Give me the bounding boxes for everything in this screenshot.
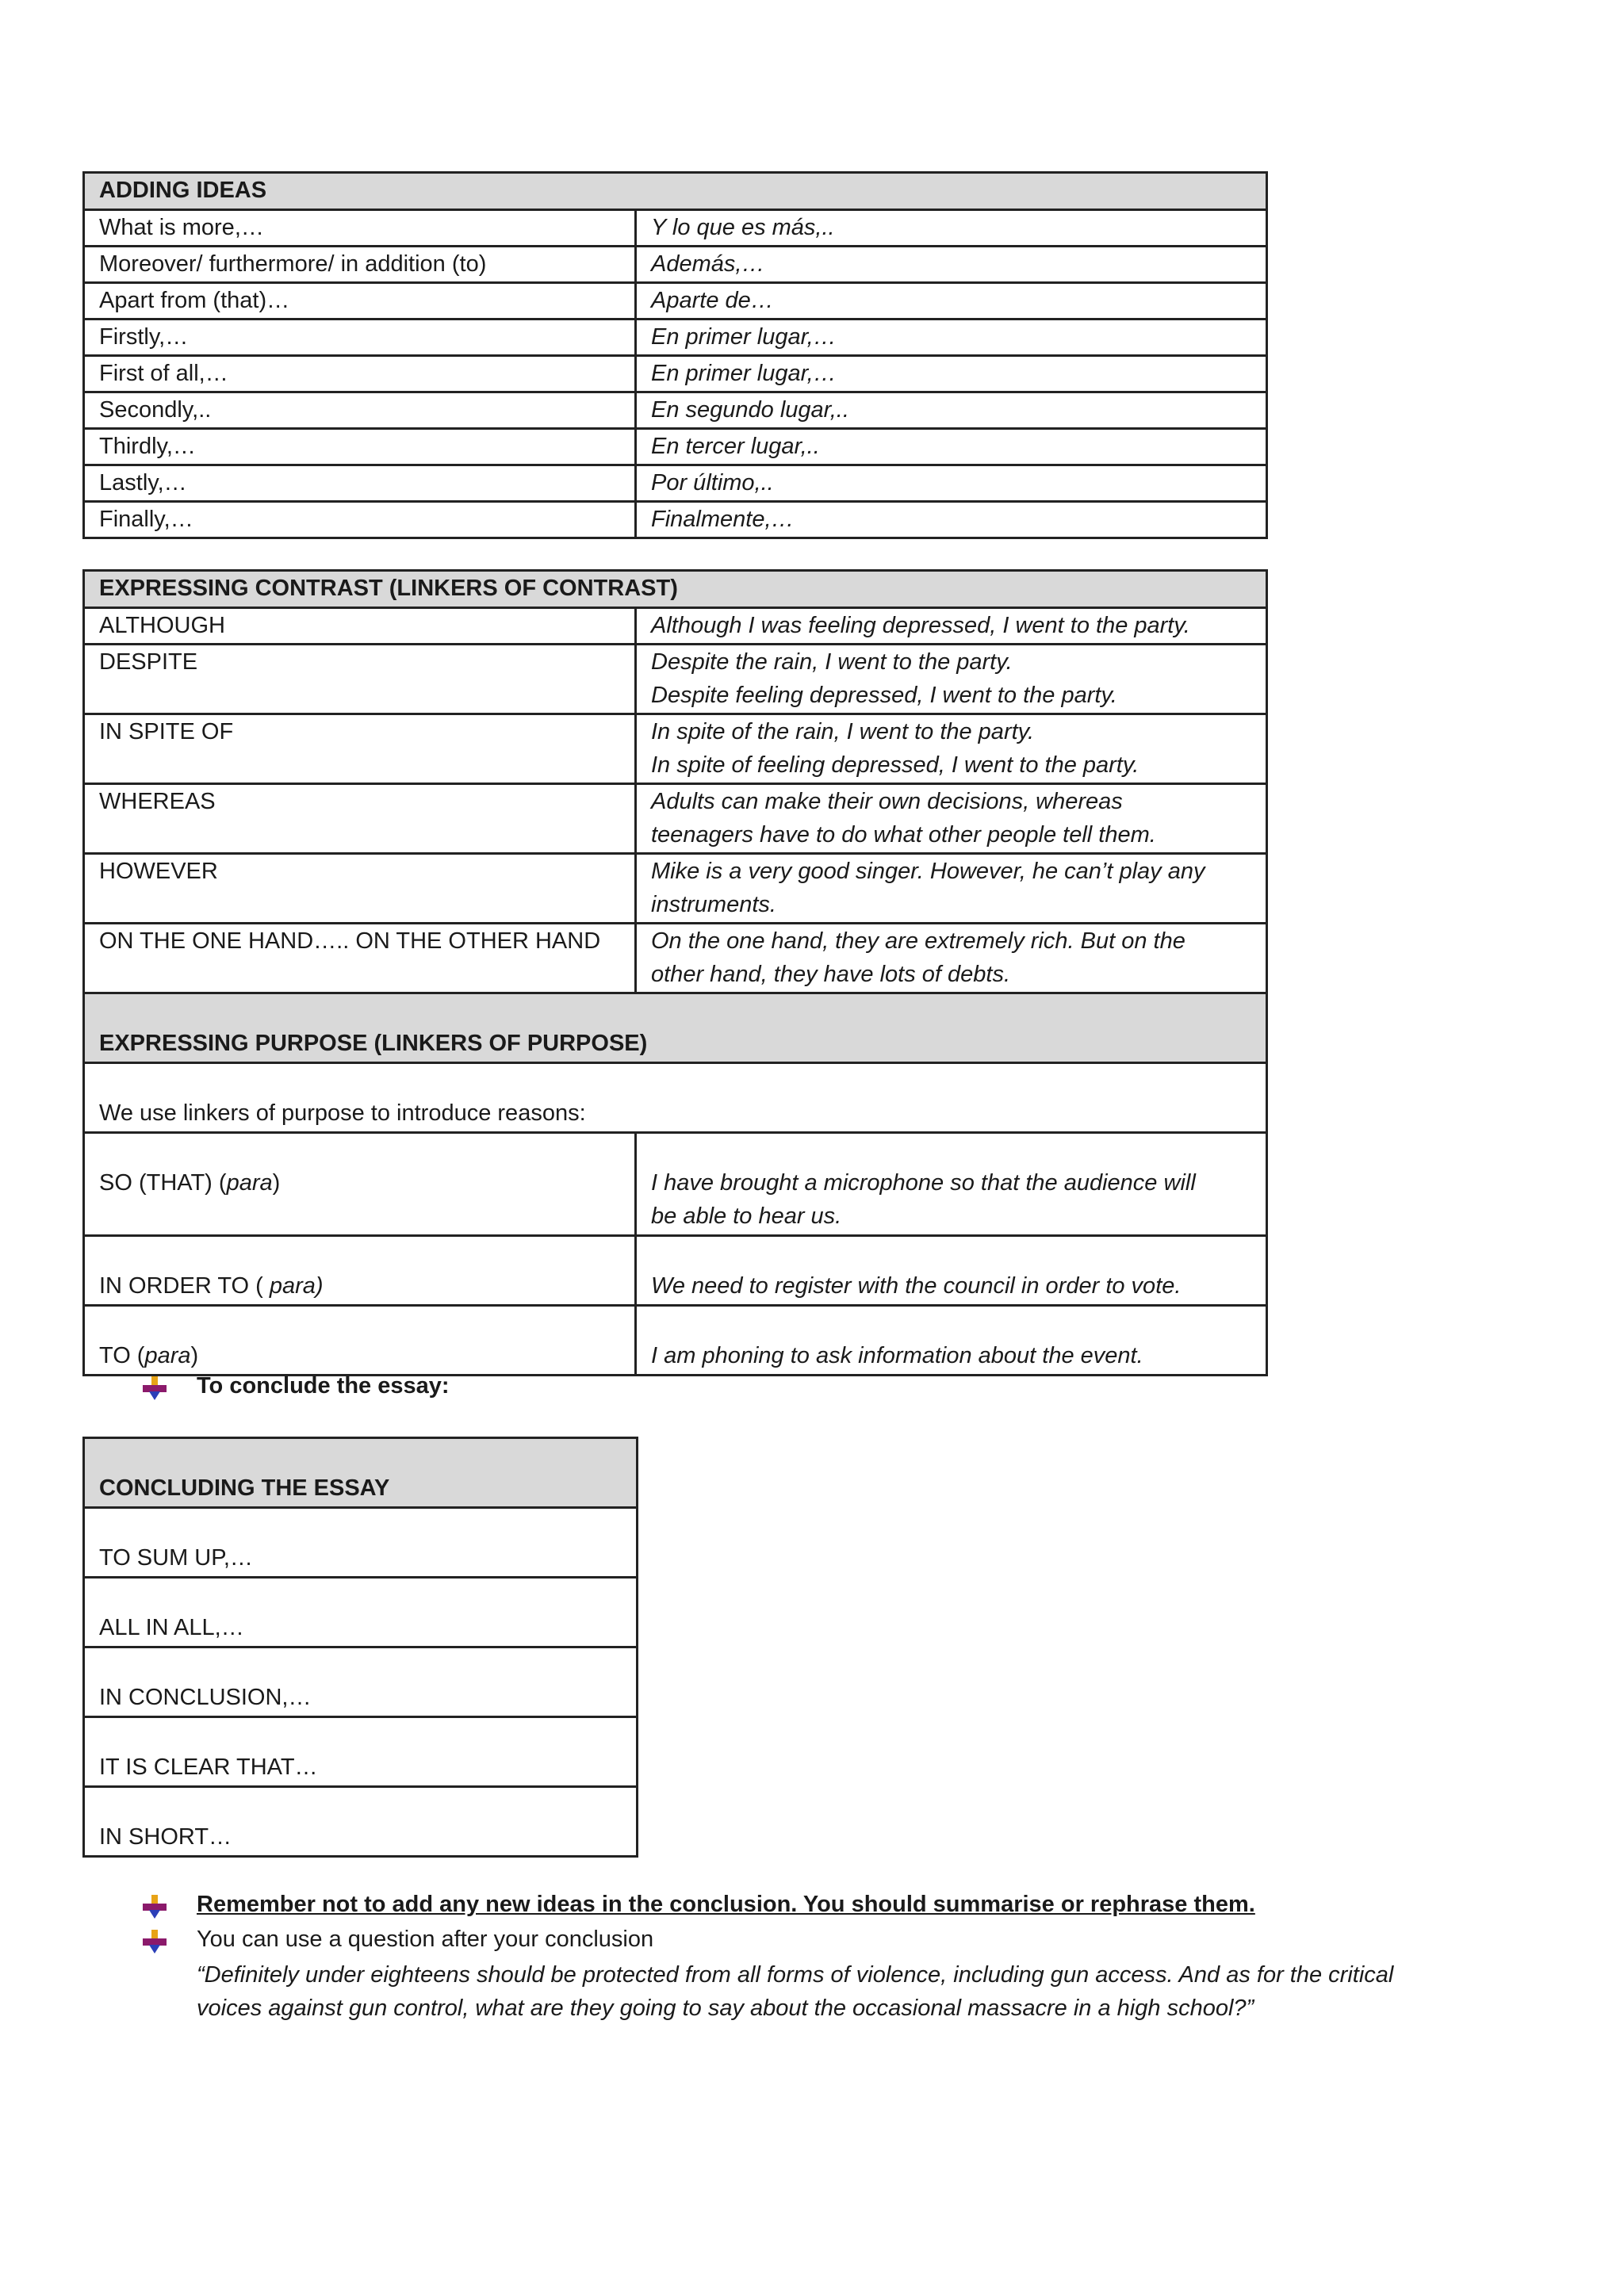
- contrast-purpose-table: [82, 569, 1268, 1376]
- table-row: First of all,… En primer lugar,…: [84, 356, 1267, 392]
- bullet-remember: Remember not to add any new ideas in the conclusion. You should summarise or rephrase them.: [143, 1892, 1255, 1919]
- table-row: IN SPITE OF In spite of the rain, I went to the party. In spite of feeling depressed, I went to the party.: [84, 714, 1267, 784]
- example-quote: “Definitely under eighteens should be protected from all forms of violence, including gun access. And as for the critical voices against gun control, what are they going to say about the occasional massacre in a high school?”: [197, 1962, 1394, 2021]
- arrow-bullet-icon: [143, 1895, 167, 1919]
- arrow-bullet-icon: [143, 1376, 167, 1400]
- concluding-table: [82, 1437, 638, 1858]
- table-row: TO (para) I am phoning to ask information about the event.: [84, 1306, 1267, 1376]
- table-row: Thirdly,… En tercer lugar,..: [84, 429, 1267, 465]
- table-row: DESPITE Despite the rain, I went to the party. Despite feeling depressed, I went to the party.: [84, 645, 1267, 714]
- contrast-header: EXPRESSING CONTRAST (LINKERS OF CONTRAST): [84, 571, 1267, 608]
- table-row: Firstly,… En primer lugar,…: [84, 320, 1267, 356]
- purpose-intro: We use linkers of purpose to introduce reasons:: [84, 1063, 1267, 1133]
- bullet-conclude: To conclude the essay:: [143, 1373, 450, 1400]
- table-row: HOWEVER Mike is a very good singer. However, he can’t play any instruments.: [84, 854, 1267, 924]
- bullet-question-tip: You can use a question after your conclusion: [143, 1927, 653, 1954]
- table-row: IT IS CLEAR THAT…: [84, 1717, 638, 1787]
- table-row: TO SUM UP,…: [84, 1508, 638, 1578]
- table-row: Apart from (that)… Aparte de…: [84, 283, 1267, 320]
- table-row: Lastly,… Por último,..: [84, 465, 1267, 502]
- arrow-bullet-icon: [143, 1930, 167, 1954]
- table-row: Secondly,.. En segundo lugar,..: [84, 392, 1267, 429]
- table-row: What is more,… Y lo que es más,..: [84, 210, 1267, 247]
- table-row: ALL IN ALL,…: [84, 1578, 638, 1647]
- adding-ideas-header: ADDING IDEAS: [84, 173, 1267, 210]
- table-row: IN CONCLUSION,…: [84, 1647, 638, 1717]
- table-row: Finally,… Finalmente,…: [84, 502, 1267, 538]
- table-row: Moreover/ furthermore/ in addition (to) Además,…: [84, 247, 1267, 283]
- table-row: SO (THAT) (para) I have brought a microphone so that the audience will be able to hear us.: [84, 1133, 1267, 1236]
- table-row: WHEREAS Adults can make their own decisions, whereas teenagers have to do what other people tell them.: [84, 784, 1267, 854]
- adding-ideas-table: [82, 171, 1268, 539]
- table-row: IN ORDER TO ( para) We need to register with the council in order to vote.: [84, 1236, 1267, 1306]
- table-row: ALTHOUGH Although I was feeling depressed, I went to the party.: [84, 608, 1267, 645]
- table-row: ON THE ONE HAND….. ON THE OTHER HAND On the one hand, they are extremely rich. But on the other hand, they have lots of debts.: [84, 924, 1267, 993]
- concluding-header: CONCLUDING THE ESSAY: [84, 1438, 638, 1508]
- table-row: IN SHORT…: [84, 1787, 638, 1857]
- purpose-header: EXPRESSING PURPOSE (LINKERS OF PURPOSE): [84, 993, 1267, 1063]
